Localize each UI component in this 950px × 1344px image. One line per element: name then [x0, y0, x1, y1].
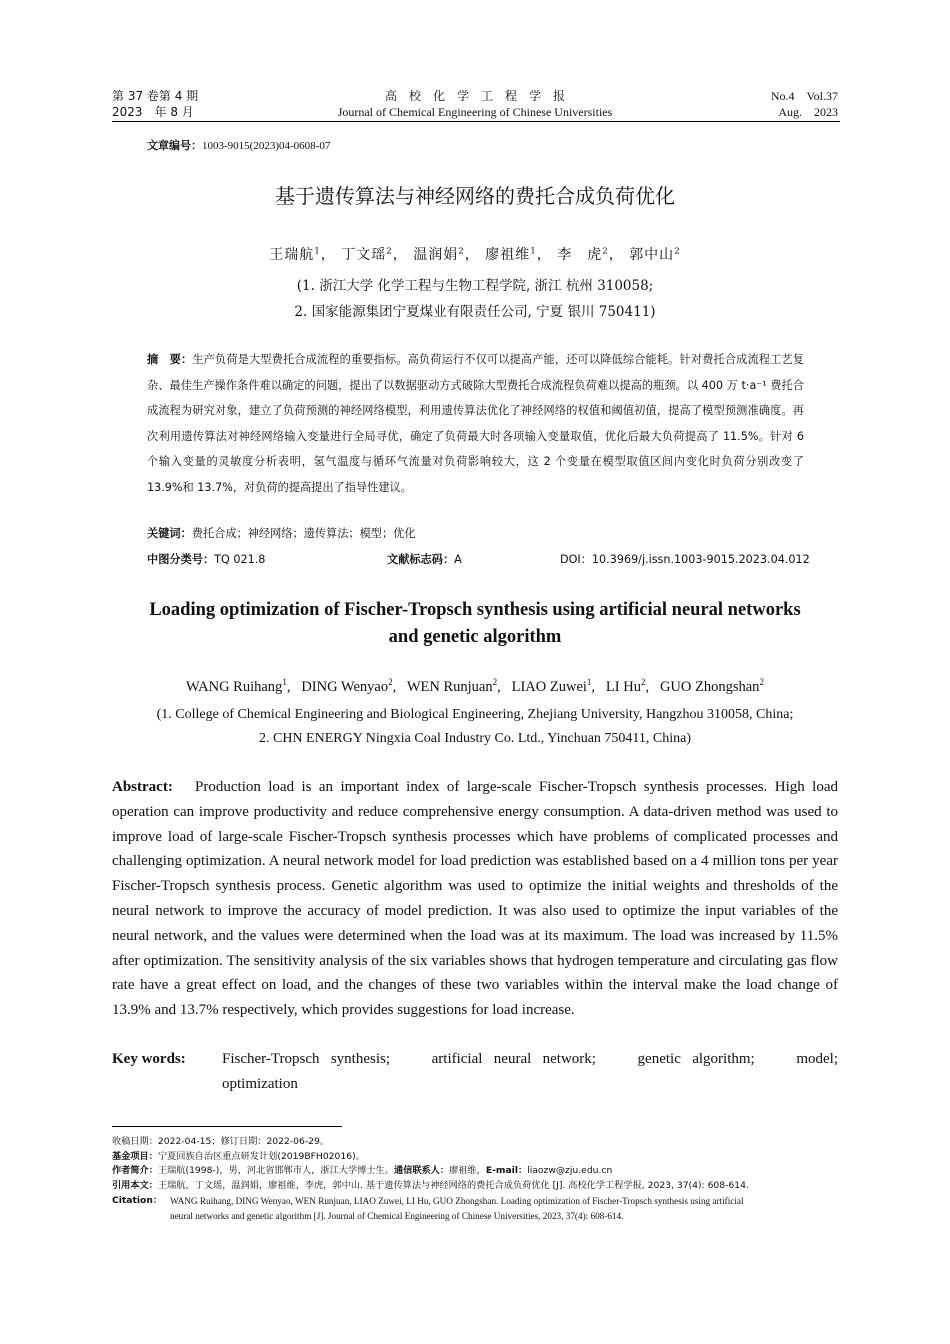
cn-affiliations — [112, 273, 838, 325]
footnote-author: 作者简介：王瑞航(1998-)，男，河北省邯郸市人，浙江大学博士生。通信联系人：廖祖维，E-mail：liaozw@zju.edu.cn — [112, 1165, 613, 1177]
cn-author: 廖祖维$^1$ — [485, 246, 537, 263]
en-author: WANG Ruihang$^1$ — [186, 677, 287, 695]
cn-affiliation-1: (1. 浙江大学 化学工程与生物工程学院, 浙江 杭州 310058; — [296, 278, 654, 294]
en-title — [112, 597, 838, 651]
cn-abstract-text: 生产负荷是大型费托合成流程的重要指标。高负荷运行不仅可以提高产能，还可以降低综合能耗。针对费托合成流程工艺复杂、最佳生产操作条件难以确定的问题，提出了以数据驱动方式破除大型费托合成流程负荷难以提高的瓶颈。以 400 万 t·a⁻¹ 费托合成流程为研究对象，建立了负荷预测的神经网络模型，利用遗传算法优化了神经网络的权值和阈值初值，提高了模型预测准确度。再次利用遗传算法对神经网络输入变量进行全局寻优，确定了负荷最大时各项输入变量取值，优化后最大负荷提高了 11.5%。针对 6 个输入变量的灵敏度分析表明，氢气温度与循环气流量对负荷影响较大，这 2 个变量在模型取值区间内变化时负荷分别改变了 13.9%和 13.7%，对负荷的提高提出了指导性建议。 — [147, 353, 804, 494]
article-number-label: 文章编号： — [147, 139, 202, 152]
cn-author: 丁文瑶$^2$ — [341, 246, 393, 263]
header-month: Aug. 2023 — [778, 105, 838, 119]
header-volume: 第 37 卷第 4 期 — [112, 89, 199, 103]
cn-affiliation-2: 2. 国家能源集团宁夏煤业有限责任公司, 宁夏 银川 750411) — [294, 304, 656, 320]
cn-title: 基于遗传算法与神经网络的费托合成负荷优化 — [275, 184, 675, 208]
cn-abstract — [147, 347, 804, 500]
cn-author: 王瑞航$^1$ — [269, 246, 321, 263]
cn-keywords-text: 费托合成；神经网络；遗传算法；模型；优化 — [191, 527, 416, 540]
document-code: 文献标志码：A — [387, 553, 462, 566]
clc-number: 中图分类号：TQ 021.8 — [147, 553, 266, 566]
footnotes — [112, 1135, 840, 1223]
footnote-cite-cn: 引用本文：王瑞航，丁文瑶，温润娟，廖祖维，李虎，郭中山. 基于遗传算法与神经网络的费托合成负荷优化 [J]. 高校化学工程学报, 2023, 37(4): 608-614. — [112, 1180, 749, 1192]
en-author: GUO Zhongshan$^2$ — [659, 677, 764, 695]
en-author: WEN Runjuan$^2$ — [406, 677, 498, 695]
article-number — [147, 138, 330, 154]
doi: DOI：10.3969/j.issn.1003-9015.2023.04.012 — [560, 553, 810, 566]
en-affiliation-1: (1. College of Chemical Engineering and Biological Engineering, Zhejiang University, Hangzhou 310058, China; — [156, 707, 794, 722]
footnote-rule — [112, 1126, 342, 1127]
en-author: LIAO Zuwei$^1$ — [511, 677, 592, 695]
footnote-cite-en: Citation： WANG Ruihang, DING Wenyao, WEN Runjuan, LIAO Zuwei, LI Hu, GUO Zhongshan. Loading optimization of Fischer-Tropsch synthesis using artificial neural networks and genetic algorithm [J]. Journal of Chemical Engineering of Chinese Universities, 2023, 37(4): 608-614. — [112, 1194, 744, 1221]
header-date: 2023 年 8 月 — [112, 105, 194, 119]
cn-author: 温润娟$^2$ — [413, 246, 465, 263]
en-author: LI Hu$^2$ — [605, 677, 646, 695]
header-journal-cn: 高 校 化 学 工 程 学 报 — [384, 89, 565, 103]
en-keywords-line-1: Fischer-Tropsch synthesis; artificial neural network; genetic algorithm; model; — [222, 1051, 838, 1067]
en-keywords-label: Key words: — [112, 1051, 186, 1067]
footnote-received: 收稿日期：2022-04-15；修订日期：2022-06-29。 — [112, 1136, 330, 1147]
en-abstract-text: Production load is an important index of large-scale Fischer-Tropsch synthesis processes. High load operation can improve productivity and reduce comprehensive energy consumption. A data-driven method was used to improve load of large-scale Fischer-Tropsch synthesis processes which have problems of complicated processes and challenging optimization. A neural network model for load prediction was established based on a 4 million tons per year Fischer-Tropsch synthesis process. Genetic algorithm was used to optimize the initial weights and thresholds of the neural network to improve the accuracy of model prediction. It was also used to optimize the input variables of the neural network, and the values were determined when the load was at its maximum. The load was increased by 11.5% after optimization. The sensitivity analysis of the six variables shows that hydrogen temperature and circulating gas flow rate have a great effect on load, and the changes of these two variables within the interval make the load change of 13.9% and 13.7% respectively, which provides suggestions for load increase. — [112, 779, 838, 1019]
en-keywords — [112, 1047, 838, 1097]
cn-author: 郭中山$^2$ — [629, 246, 681, 263]
en-title-line-1: Loading optimization of Fischer-Tropsch synthesis using artificial neural networks — [149, 600, 801, 620]
header-journal-en: Journal of Chemical Engineering of Chinese Universities — [337, 105, 613, 119]
header-issue: No.4 Vol.37 — [770, 89, 838, 103]
en-keywords-line-2: optimization — [222, 1075, 298, 1092]
cn-abstract-label: 摘 要： — [147, 353, 193, 366]
article-number-value: 1003-9015(2023)04-0608-07 — [202, 140, 331, 152]
en-author: DING Wenyao$^2$ — [301, 677, 393, 695]
header-rule — [112, 121, 840, 122]
cn-authors: 王瑞航$^1$， 丁文瑶$^2$， 温润娟$^2$， 廖祖维$^1$， 李 虎$^2$， 郭中山$^2$ — [269, 246, 681, 263]
en-abstract — [112, 775, 838, 1023]
en-affiliations — [100, 703, 850, 751]
cn-keywords — [147, 523, 804, 545]
en-title-line-2: and genetic algorithm — [388, 627, 562, 647]
footnote-fund: 基金项目：宁夏回族自治区重点研发计划(2019BFH02016)。 — [112, 1150, 365, 1162]
cn-author: 李 虎$^2$ — [557, 246, 609, 263]
en-authors: WANG Ruihang$^1$, DING Wenyao$^2$, WEN Runjuan$^2$, LIAO Zuwei$^1$, LI Hu$^2$, GUO Zhongshan$^2$ — [186, 677, 764, 695]
cn-keywords-label: 关键词： — [147, 527, 192, 540]
en-abstract-label: Abstract: — [112, 779, 173, 795]
en-affiliation-2: 2. CHN ENERGY Ningxia Coal Industry Co. Ltd., Yinchuan 750411, China) — [258, 731, 692, 746]
